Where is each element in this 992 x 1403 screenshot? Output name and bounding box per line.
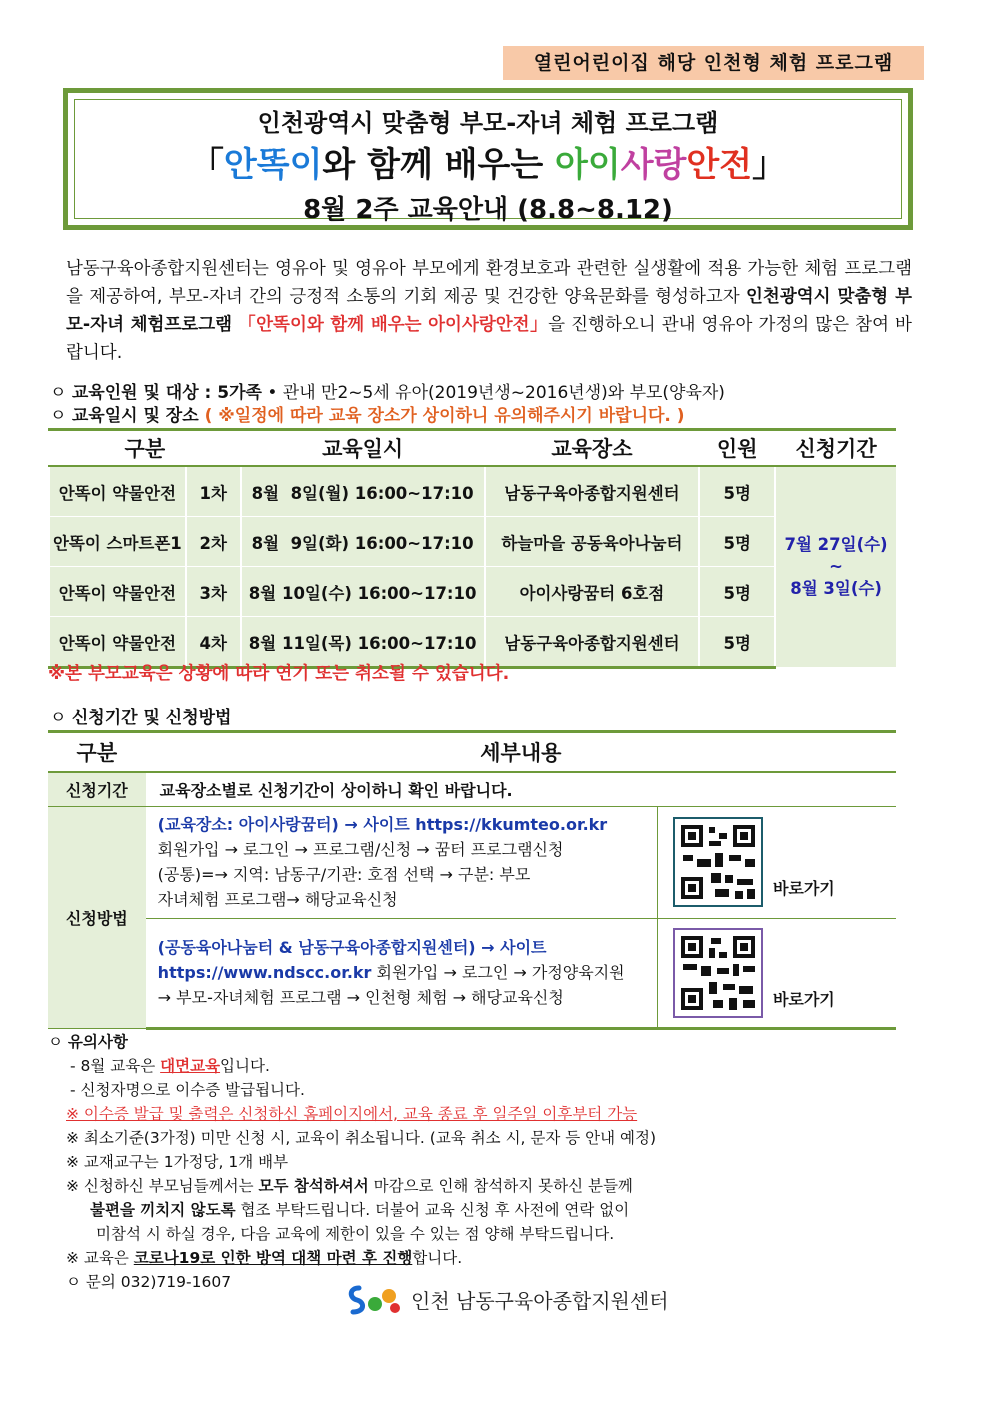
title-line2: 「안똑이와 함께 배우는 아이사랑안전」 [189, 145, 787, 185]
title-box [63, 88, 913, 230]
center-logo-icon [345, 1282, 403, 1316]
header-count: 인원 [699, 430, 775, 467]
header-period: 신청기간 [775, 430, 896, 467]
apply-heading: ㅇ 신청기간 및 신청방법 [50, 708, 232, 728]
intro-paragraph: 남동구육아종합지원센터는 영유아 및 영유아 부모에게 환경보호과 관련한 실생활에 적용 가능한 체험 프로그램을 제공하여, 부모-자녀 간의 긍정적 소통의 기회 제공 및 건강한 양육문화를 형성하고자 인천광역시 맞춤형 부모-자녀 체험프로그램 「안똑이와 함께 배우는 아이사랑안전」을 진행하오니 관내 영유아 가정의 많은 참여 바랍니다. [66, 259, 912, 363]
table-row: 안똑이 스마트폰1 2차 8월 9일(화) 16:00~17:10 하늘마을 공동육아나눔터 5명 [49, 517, 896, 567]
table-row: 안똑이 약물안전 4차 8월 11일(목) 16:00~17:10 남동구육아종합지원센터 5명 [49, 617, 896, 668]
bullet-schedule: ㅇ 교육일시 및 장소 ( ※일정에 따라 교육 장소가 상이하니 유의해주시기 바랍니다. ) [50, 406, 685, 426]
title-line1: 인천광역시 맞춤형 부모-자녀 체험 프로그램 [257, 109, 719, 137]
header-datetime: 교육일시 [241, 430, 485, 467]
schedule-notice: ※본 부모교육은 상황에 따라 연기 또는 취소될 수 있습니다. [48, 664, 510, 684]
go-button-1[interactable]: 바로가기 [772, 879, 835, 898]
qr-code-kkumteo[interactable] [673, 817, 763, 907]
header-place: 교육장소 [485, 430, 700, 467]
qr-code-ndscc[interactable] [673, 928, 763, 1018]
apply-header-category: 구분 [48, 732, 146, 773]
header-category: 구분 [49, 430, 241, 467]
apply-header-detail: 세부내용 [146, 732, 896, 773]
title-line3: 8월 2주 교육안내 (8.8~8.12) [303, 195, 673, 225]
table-row: 안똑이 약물안전 3차 8월 10일(수) 16:00~17:10 아이사랑꿈터 6호점 5명 [49, 567, 896, 617]
footer-logo: 인천 남동구육아종합지원센터 [345, 1282, 669, 1316]
schedule-table [48, 428, 896, 669]
bullet-target: ㅇ 교육인원 및 대상 : 5가족 • 관내 만2~5세 유아(2019년생~2016년생)와 부모(양육자) [50, 383, 725, 403]
table-row: 안똑이 약물안전 1차 8월 8일(월) 16:00~17:10 남동구육아종합지원센터 5명 7월 27일(수) ~ 8월 3일(수) [49, 466, 896, 517]
apply-table: 구분 세부내용 신청기간 교육장소별로 신청기간이 상이하니 확인 바랍니다. 신청방법 (교육장소: 아이사랑꿈터) → 사이트 https://kkumteo.or.kr 회원가입 → 로그인 → 프로그램/신청 → 꿈터 프로그램신청 (공통)=→ 지역: 남동구/기관: 호점 선택 → 구분: 부모 자녀체험 프로그램→ 해당교육신청 바로가기 (공동육아나눔터 & 남동구육아종합지원센터) → 사이트 https://www.ndscc.or.kr 회원가입 → 로그인 → 가정양육지원 → 부모-자녀체험 프로그램 → 인천형 체험 → 해당교육신청 바로가기 [48, 730, 896, 1030]
program-tag: 열린어린이집 해당 인천형 체험 프로그램 [503, 46, 924, 80]
go-button-2[interactable]: 바로가기 [772, 989, 835, 1009]
apply-period: 7월 27일(수) ~ 8월 3일(수) [775, 466, 896, 668]
notes-section: ㅇ 유의사항 - 8월 교육은 대면교육입니다. - 신청자명으로 이수증 발급됩니다. ※ 이수증 발급 및 출력은 신청하신 홈페이지에서, 교육 종료 후 일주일 이후부터 가능 ※ 최소기준(3가정) 미만 신청 시, 교육이 취소됩니다. (교육 취소 시, 문자 등 안내 예정) ※ 교재교구는 1가정당, 1개 배부 ※ 신청하신 부모님들께서는 모두 참석하셔서 마감으로 인해 참석하지 못하신 분들께 불편을 끼치지 않도록 협조 부탁드립니다. 더불어 교육 신청 후 사전에 연락 없이 미참석 시 하실 경우, 다음 교육에 제한이 있을 수 있는 점 양해 부탁드립니다. ※ 교육은 코로나19로 인한 방역 대책 마련 후 진행합니다. ㅇ 문의 032)719-1607 [48, 1033, 657, 1291]
